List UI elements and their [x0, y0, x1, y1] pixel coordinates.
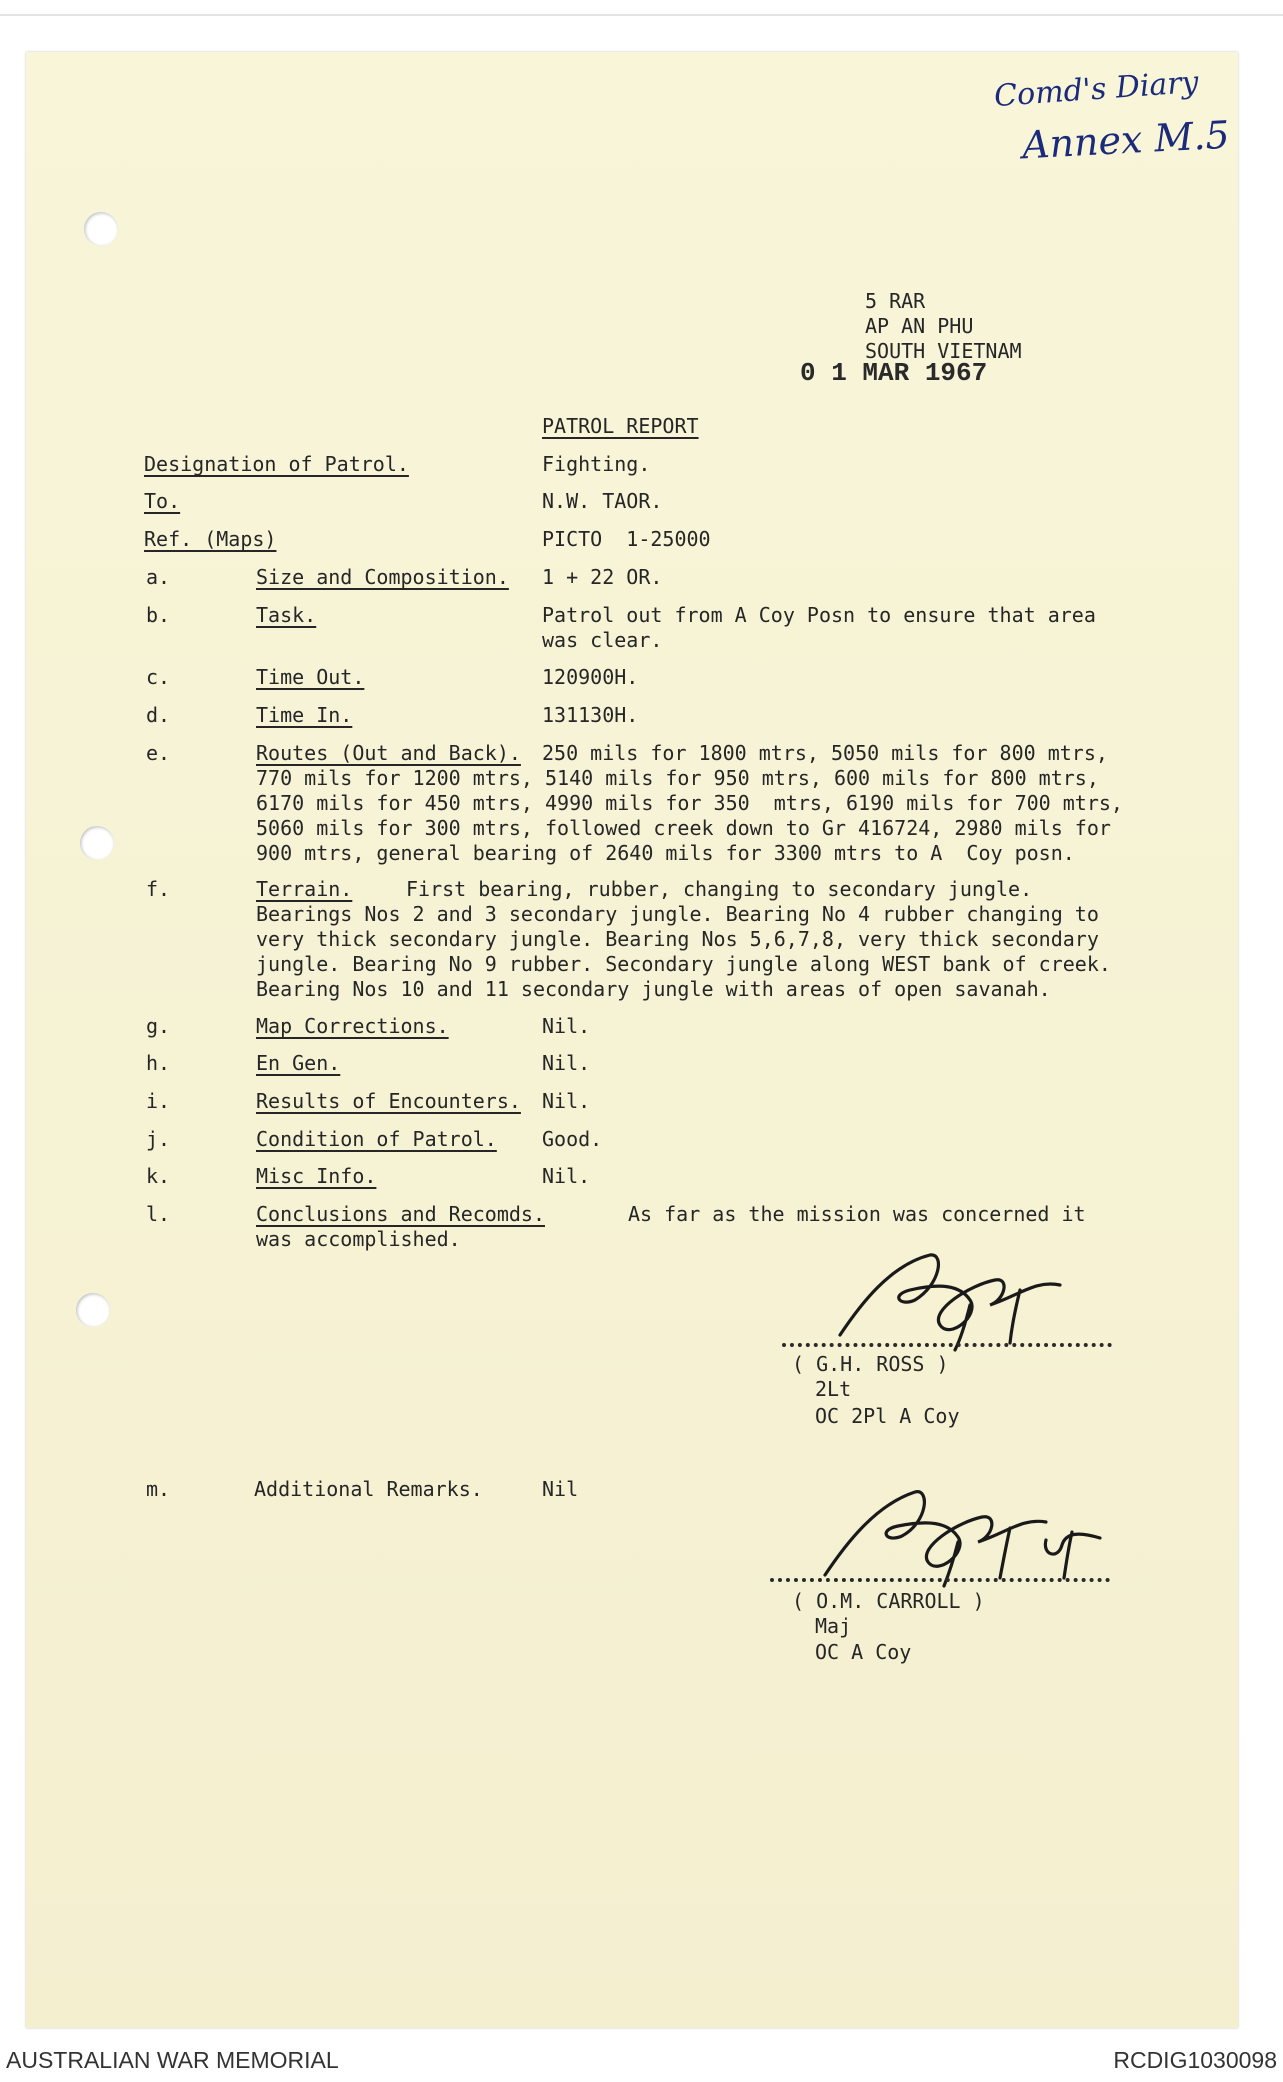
ref-maps-value: PICTO 1-25000 [542, 527, 711, 551]
misc-info-label: Misc Info. [256, 1164, 377, 1188]
footer-archive-name: AUSTRALIAN WAR MEMORIAL [6, 2047, 339, 2073]
punch-hole-middle [80, 826, 114, 860]
results-encounters-label: Results of Encounters. [256, 1089, 521, 1113]
signatory-1-name: ( G.H. ROSS ) [792, 1352, 949, 1376]
additional-remarks-label: Additional Remarks. [254, 1477, 483, 1501]
item-letter-h: h. [146, 1051, 171, 1075]
time-in-label: Time In. [256, 703, 353, 727]
routes-line-3: 6170 mils for 450 mtrs, 4990 mils for 350 mtrs, 6190 mils for 700 mtrs, [256, 791, 1123, 815]
item-letter-l: l. [146, 1202, 171, 1226]
signatory-1-rank: 2Lt [815, 1377, 852, 1401]
terrain-line-4: jungle. Bearing No 9 rubber. Secondary jungle along WEST bank of creek. [256, 952, 1111, 976]
signatory-1-appointment: OC 2Pl A Coy [815, 1404, 960, 1428]
signature-scribble-2 [810, 1480, 1110, 1590]
item-letter-g: g. [146, 1014, 171, 1038]
ref-maps-label: Ref. (Maps) [144, 527, 277, 551]
time-out-label: Time Out. [256, 665, 365, 689]
handwritten-annex-note: Annex M.5 [1020, 112, 1231, 168]
top-rule [0, 14, 1283, 16]
item-letter-a: a. [146, 565, 171, 589]
time-in-value: 131130H. [542, 703, 639, 727]
item-letter-e: e. [146, 741, 171, 765]
footer-record-id: RCDIG1030098 [1113, 2047, 1277, 2073]
terrain-line-2: Bearings Nos 2 and 3 secondary jungle. Bearing No 4 rubber changing to [256, 902, 1099, 926]
signature-line-1 [782, 1343, 1112, 1347]
item-letter-i: i. [146, 1089, 171, 1113]
address-location: AP AN PHU [865, 314, 974, 338]
routes-line-5: 900 mtrs, general bearing of 2640 mils for 3300 mtrs to A Coy posn. [256, 841, 1075, 865]
condition-patrol-label: Condition of Patrol. [256, 1127, 497, 1151]
item-letter-d: d. [146, 703, 171, 727]
to-label: To. [144, 489, 181, 513]
task-label: Task. [256, 603, 317, 627]
conclusions-value-line-2: was accomplished. [256, 1227, 461, 1251]
item-letter-j: j. [146, 1127, 171, 1151]
handwritten-comds-diary: Comd's Diary [993, 64, 1200, 115]
item-letter-m: m. [146, 1477, 171, 1501]
map-corrections-value: Nil. [542, 1014, 591, 1038]
conclusions-value-line-1: As far as the mission was concerned it [628, 1202, 1086, 1226]
conclusions-label: Conclusions and Recomds. [256, 1202, 545, 1226]
routes-label: Routes (Out and Back). [256, 741, 521, 765]
terrain-line-1: First bearing, rubber, changing to secondary jungle. [406, 877, 1033, 901]
map-corrections-label: Map Corrections. [256, 1014, 449, 1038]
terrain-label: Terrain. [256, 877, 353, 901]
task-value-line-2: was clear. [542, 628, 663, 652]
routes-line-4: 5060 mils for 300 mtrs, followed creek down to Gr 416724, 2980 mils for [256, 816, 1111, 840]
en-gen-value: Nil. [542, 1051, 591, 1075]
signatory-2-rank: Maj [815, 1614, 852, 1638]
task-value-line-1: Patrol out from A Coy Posn to ensure that area [542, 603, 1096, 627]
en-gen-label: En Gen. [256, 1051, 341, 1075]
date-stamp: 0 1 MAR 1967 [800, 358, 988, 388]
terrain-line-5: Bearing Nos 10 and 11 secondary jungle with areas of open savanah. [256, 977, 1051, 1001]
designation-value: Fighting. [542, 452, 651, 476]
additional-remarks-value: Nil [542, 1477, 579, 1501]
item-letter-k: k. [146, 1164, 171, 1188]
punch-hole-top [84, 212, 118, 246]
document-page [26, 52, 1238, 2028]
signatory-2-appointment: OC A Coy [815, 1640, 912, 1664]
item-letter-b: b. [146, 603, 171, 627]
routes-line-2: 770 mils for 1200 mtrs, 5140 mils for 950 mtrs, 600 mils for 800 mtrs, [256, 766, 1099, 790]
size-composition-value: 1 + 22 OR. [542, 565, 663, 589]
signatory-2-name: ( O.M. CARROLL ) [792, 1589, 985, 1613]
time-out-value: 120900H. [542, 665, 639, 689]
condition-patrol-value: Good. [542, 1127, 603, 1151]
item-letter-c: c. [146, 665, 171, 689]
address-unit: 5 RAR [865, 289, 926, 313]
size-composition-label: Size and Composition. [256, 565, 509, 589]
signature-scribble-1 [820, 1245, 1080, 1355]
item-letter-f: f. [146, 877, 171, 901]
terrain-line-3: very thick secondary jungle. Bearing Nos 5,6,7,8, very thick secondary [256, 927, 1099, 951]
designation-label: Designation of Patrol. [144, 452, 409, 476]
signature-line-2 [770, 1578, 1110, 1582]
results-encounters-value: Nil. [542, 1089, 591, 1113]
misc-info-value: Nil. [542, 1164, 591, 1188]
to-value: N.W. TAOR. [542, 489, 663, 513]
punch-hole-bottom [76, 1293, 110, 1327]
address-country: SOUTH VIETNAM [865, 339, 1022, 363]
routes-line-1: 250 mils for 1800 mtrs, 5050 mils for 800 mtrs, [542, 741, 1108, 765]
report-title: PATROL REPORT [542, 414, 699, 438]
